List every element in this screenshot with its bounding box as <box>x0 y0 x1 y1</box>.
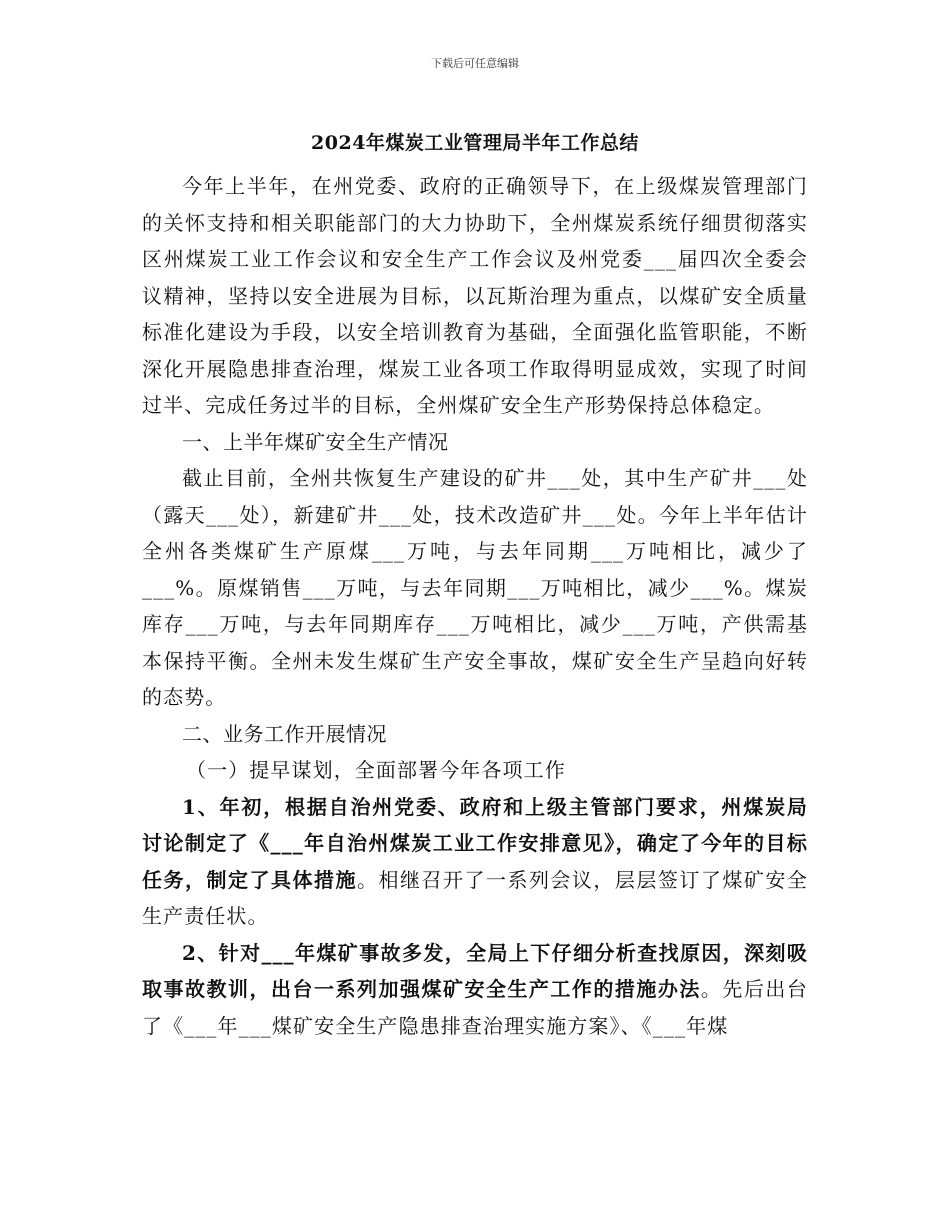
item1-bold-text: 1、年初，根据自治州党委、政府和上级主管部门要求，州煤炭局讨论制定了《___年自治州煤炭工业工作安排意见》，确定了今年的目标任务，制定了具体措施 <box>142 794 808 892</box>
subsection1-heading: （一）提早谋划，全面部署今年各项工作 <box>186 758 566 782</box>
item1-paragraph <box>142 789 808 935</box>
item2-text: 。先后出台了《___年___煤矿安全生产隐患排查治理实施方案》、《___年煤 <box>142 977 808 1038</box>
item2-bold-text: 2、针对___年煤矿事故多发，全局上下仔细分析查找原因，深刻吸取事故教训，出台一系列加强煤矿安全生产工作的措施办法 <box>142 940 808 1001</box>
section1-heading: 一、上半年煤矿安全生产情况 <box>182 429 449 454</box>
intro-paragraph: 今年上半年，在州党委、政府的正确领导下，在上级煤炭管理部门的关怀支持和相关职能部门的大力协助下，全州煤炭系统仔细贯彻落实区州煤炭工业工作会议和安全生产工作会议及州党委___届四次全委会议精神，坚持以安全进展为目标，以瓦斯治理为重点，以煤矿安全质量标准化建设为手段，以安全培训教育为基础，全面强化监管职能，不断深化开展隐患排查治理，煤炭工业各项工作取得明显成效，实现了时间过半、完成任务过半的目标，全州煤矿安全生产形势保持总体稳定。 <box>142 174 808 417</box>
document-body <box>142 168 808 1044</box>
item2-paragraph <box>142 935 808 1045</box>
section1-paragraph: 截止目前，全州共恢复生产建设的矿井___处，其中生产矿井___处（露天___处），新建矿井___处，技术改造矿井___处。今年上半年估计全州各类煤矿生产原煤___万吨，与去年同期___万吨相比，减少了___%。原煤销售___万吨，与去年同期___万吨相比，减少___%。煤炭库存___万吨，与去年同期库存___万吨相比，减少___万吨，产供需基本保持平衡。全州未发生煤矿生产安全事故，煤矿安全生产呈趋向好转的态势。 <box>142 466 808 709</box>
section2-heading: 二、业务工作开展情况 <box>182 721 387 746</box>
document-title: 2024年煤炭工业管理局半年工作总结 <box>311 132 639 154</box>
item1-text: 。相继召开了一系列会议，层层签订了煤矿安全生产责任状。 <box>142 867 808 928</box>
header-note: 下载后可任意编辑 <box>431 57 519 70</box>
